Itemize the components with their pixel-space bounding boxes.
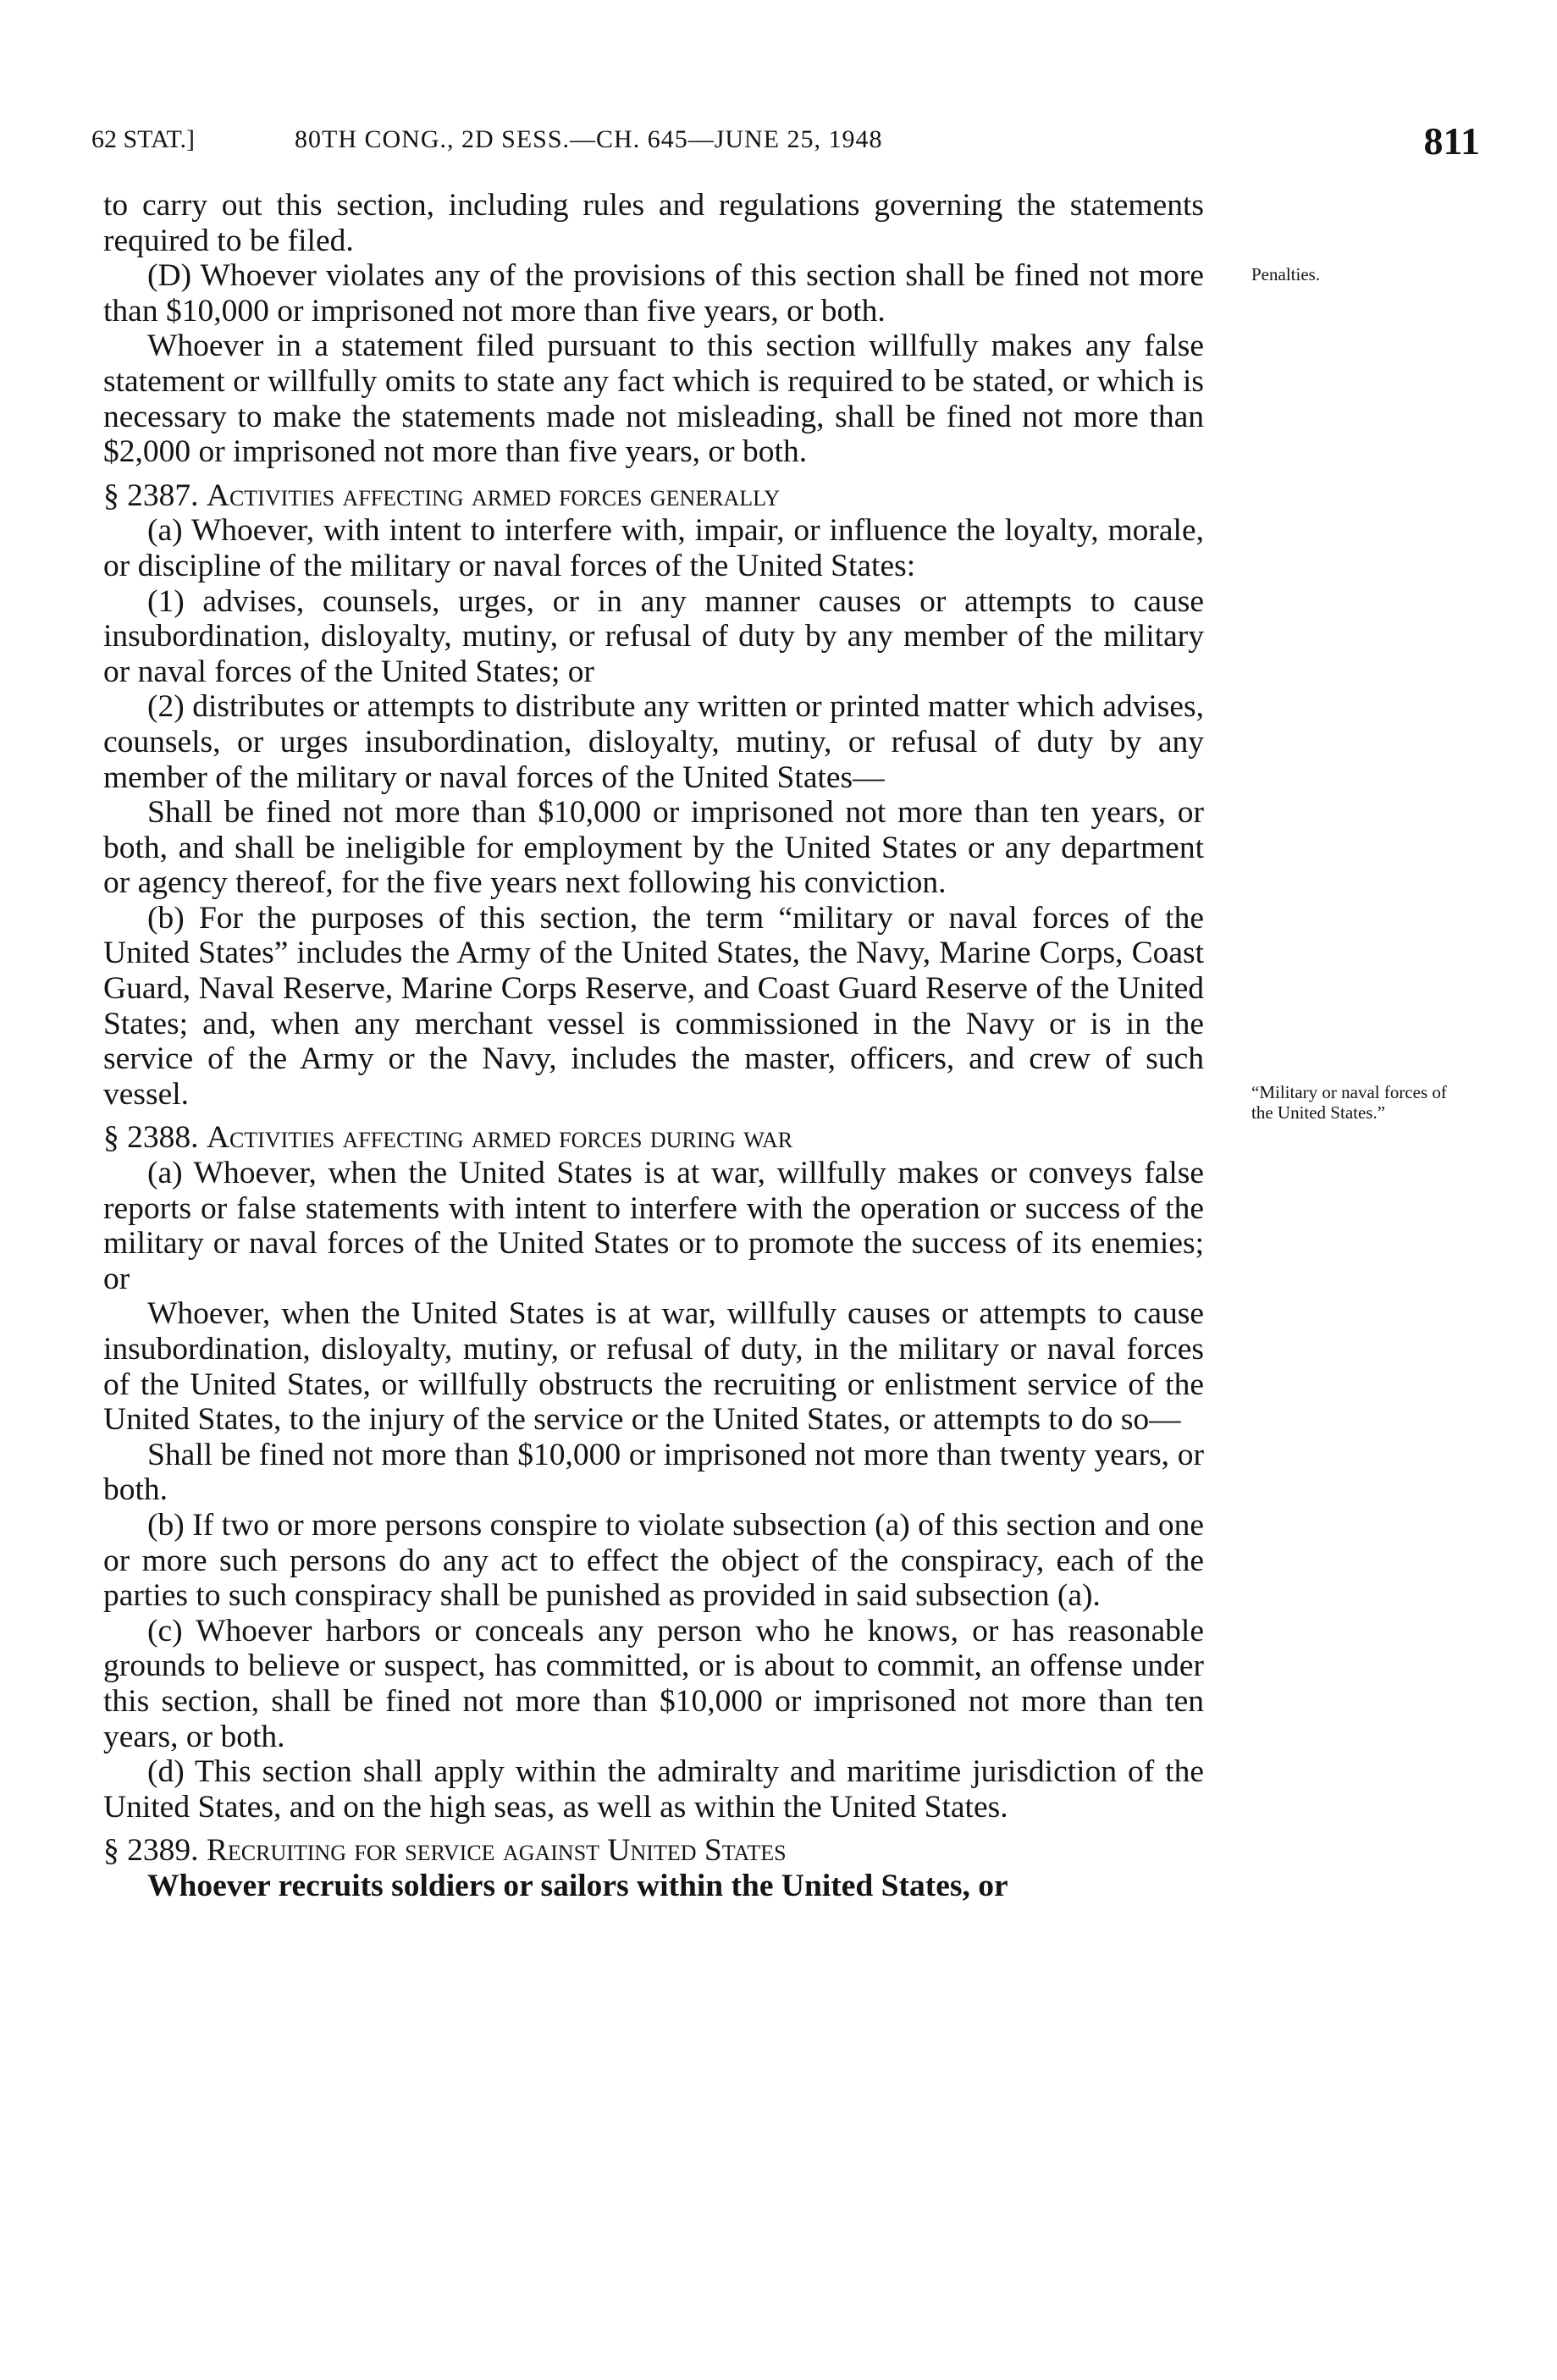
paragraph: Shall be fined not more than $10,000 or imprisoned not more than twenty years, or both. [103,1437,1204,1508]
page-header [91,119,1480,169]
margin-note-military-forces: “Military or naval forces of the United States.” [1251,1082,1447,1123]
section-title: Activities affecting armed forces during war [206,1120,793,1156]
section-title: Activities affecting armed forces generally [206,478,781,513]
paragraph: (1) advises, counsels, urges, or in any manner causes or attempts to cause insubordination, disloyalty, mutiny, or refusal of duty by any member of the military or naval forces of the United States; or [103,583,1204,689]
paragraph: (c) Whoever harbors or conceals any person who he knows, or has reasonable grounds to believe or suspect, has committed, or is about to commit, an offense under this section, shall be fined not more than $10,000 or imprisoned not more than ten years, or both. [103,1613,1204,1754]
statute-volume: 62 STAT.] [91,125,196,153]
paragraph: (2) distributes or attempts to distribute any written or printed matter which advises, counsels, or urges insubordination, disloyalty, mutiny, or refusal of duty by any member of the military or naval forces of the United States— [103,689,1204,795]
paragraph: (b) For the purposes of this section, the term “military or naval forces of the United States” includes the Army of the United States, the Navy, Marine Corps, Coast Guard, Naval Reserve, Marine Corps Reserve, and Coast Guard Reserve of the United States; and, when any merchant vessel is commissioned in the Navy or is in the service of the Army or the Navy, includes the master, officers, and crew of such vessel. [103,900,1204,1112]
section-title: Recruiting for service against United States [206,1833,787,1869]
paragraph: (b) If two or more persons conspire to violate subsection (a) of this section and one or more such persons do any act to effect the object of the conspiracy, each of the parties to such conspiracy shall be punished as provided in said subsection (a). [103,1507,1204,1614]
statute-text [103,188,1204,1904]
page-number: 811 [1423,119,1480,163]
paragraph: (a) Whoever, when the United States is at war, willfully makes or conveys false reports or false statements with intent to interfere with the operation or success of the military or naval forces of the United States or to promote the success of its enemies; or [103,1156,1204,1296]
paragraph: Shall be fined not more than $10,000 or imprisoned not more than ten years, or both, and shall be ineligible for employment by the United States or any department or agency thereof, for the five years next following his conviction. [103,795,1204,901]
paragraph: Whoever in a statement filed pursuant to this section willfully makes any false statement or willfully omits to state any fact which is required to be stated, or which is necessary to make the statements made not misleading, shall be fined not more than $2,000 or imprisoned not more than five years, or both. [103,329,1204,470]
section-heading-2388 [103,1120,1204,1156]
paragraph: (D) Whoever violates any of the provisions of this section shall be fined not more than $10,000 or imprisoned not more than five years, or both. [103,258,1204,329]
paragraph: Whoever, when the United States is at war, willfully causes or attempts to cause insubordination, disloyalty, mutiny, or refusal of duty, in the military or naval forces of the United States, or willfully obstructs the recruiting or enlistment service of the United States, to the injury of the service or the United States, or attempts to do so— [103,1296,1204,1438]
section-number: § 2388. [103,1120,199,1156]
section-number: § 2387. [103,478,199,513]
margin-note-penalties: Penalties. [1251,264,1321,284]
section-heading-2387 [103,478,1204,514]
paragraph: (d) This section shall apply within the admiralty and maritime jurisdiction of the United States, and on the high seas, as well as within the United States. [103,1754,1204,1825]
running-head: 80TH CONG., 2D SESS.—CH. 645—JUNE 25, 1948 [295,125,883,153]
paragraph: Whoever recruits soldiers or sailors within the United States, or [147,1868,1008,1903]
section-number: § 2389. [103,1833,199,1869]
paragraph: (a) Whoever, with intent to interfere with, impair, or influence the loyalty, morale, or discipline of the military or naval forces of the United States: [103,513,1204,583]
section-heading-2389 [103,1833,1204,1869]
paragraph: to carry out this section, including rules and regulations governing the statements required to be filed. [103,188,1204,258]
